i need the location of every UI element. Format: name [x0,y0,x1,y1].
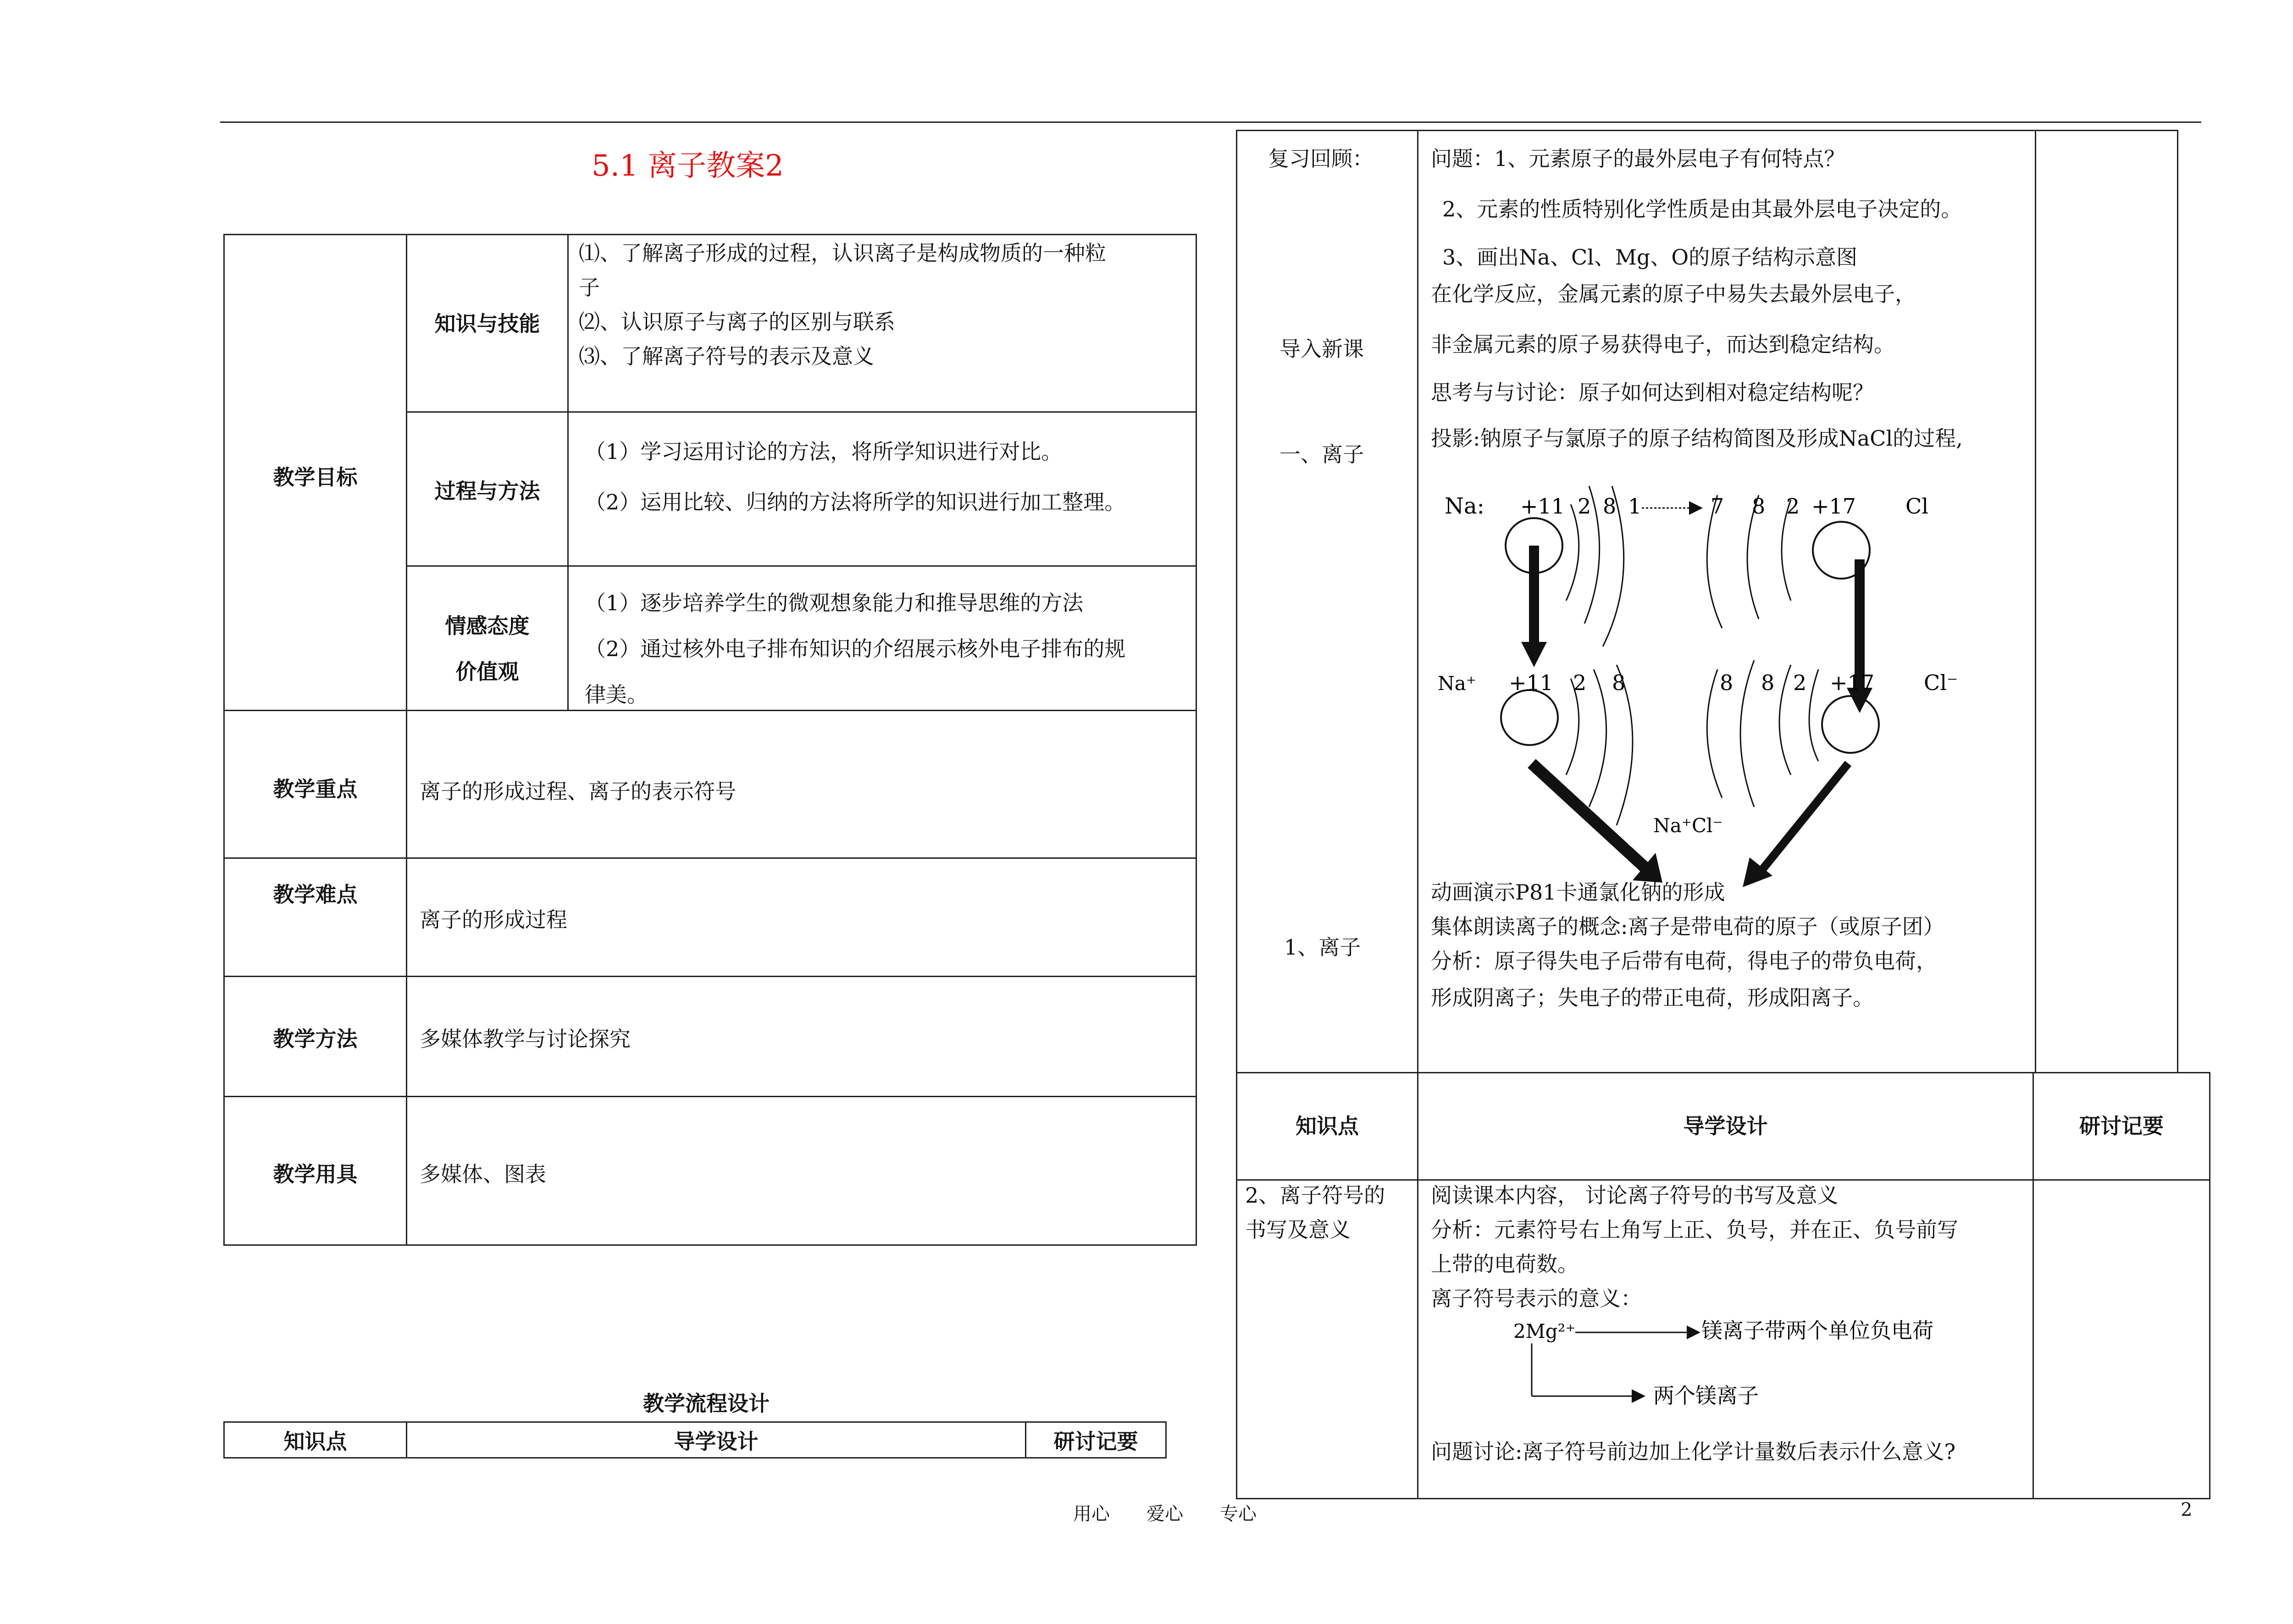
na-nucleus-charge: +11 [1520,494,1565,519]
ion-symbol: 2Mg²⁺ [1513,1320,1576,1342]
na-ion-nucleus-charge: +11 [1509,670,1554,695]
na-ion-label: Na⁺ [1438,672,1476,695]
animation-line: 动画演示P81卡通氯化钠的形成 [1431,880,1725,905]
cl-nucleus-charge: +17 [1811,494,1856,519]
flow-col-knowledge: 知识点 [283,1429,347,1454]
intro-line3: 思考与与讨论：原子如何达到相对稳定结构呢？ [1431,380,1874,405]
row2-text: 阅读课本内容， 讨论离子符号的书写及意义 分析：元素符号右上角写上正、负号，并在正、负号前写 上带的电荷数。 离子符号表示的意义： [1431,1183,1958,1311]
method-label: 教学方法 [273,1027,358,1051]
cl-ion-label: Cl⁻ [1924,670,1958,695]
cl-shell-3: 2 [1786,494,1800,519]
knowledge-label: 知识与技能 [434,311,540,336]
method-text: 多媒体教学与讨论探究 [420,1027,631,1051]
review-label: 复习回顾： [1268,146,1374,171]
difficulty-label: 教学难点 [273,882,358,907]
row2-question: 问题讨论:离子符号前边加上化学计量数后表示什么意义? [1431,1439,1956,1464]
analysis-line1: 分析：原子得失电子后带有电荷，得电子的带负电荷， [1431,949,1937,973]
product-label: Na⁺Cl⁻ [1653,814,1723,837]
na-ion-shell-2: 8 [1612,670,1626,695]
flow-col-notes: 研讨记要 [1053,1429,1138,1454]
intro-label: 导入新课 [1279,337,1364,361]
cl-ion-shell-2: 8 [1761,670,1775,695]
nacl-formation-diagram [1419,477,2034,899]
ion-meaning-count: 两个镁离子 [1653,1383,1759,1408]
cl-shell-2: 8 [1752,494,1766,519]
difficulty-text: 离子的形成过程 [420,907,567,932]
na-atom-label: Na: [1445,493,1484,519]
cl-shell-1: 7 [1711,494,1724,519]
page-title: 5.1 离子教案2 [592,149,784,183]
process-label: 过程与方法 [434,479,540,503]
intro-line1: 在化学反应，金属元素的原子中易失去最外层电子， [1431,282,1916,306]
tools-text: 多媒体、图表 [420,1162,546,1187]
ion-meaning-charge: 镁离子带两个单位负电荷 [1701,1318,1933,1343]
analysis-line2: 形成阴离子；失电子的带正电荷，形成阳离子。 [1431,985,1874,1010]
key-label: 教学重点 [273,777,358,801]
cl-ion-nucleus-charge: +17 [1830,670,1875,695]
na-shell-1: 2 [1578,494,1591,519]
na-shell-3: 1 [1628,494,1642,519]
cl-atom-label: Cl [1905,494,1928,519]
knowledge-text: ⑴、了解离子形成的过程，认识离子是构成物质的一种粒 子 ⑵、认识原子与离子的区别与联系 ⑶、了解离子符号的表示及意义 [579,241,1106,369]
flow-col-guide: 导学设计 [674,1429,759,1454]
footer-motto: 用心 爱心 专心 [1073,1503,1257,1525]
right-col-knowledge: 知识点 [1296,1114,1359,1138]
tools-label: 教学用具 [273,1162,358,1187]
goal-label: 教学目标 [273,465,358,490]
concept-line: 集体朗读离子的概念:离子是带电荷的原子（或原子团） [1431,914,1944,939]
right-col-notes: 研讨记要 [2079,1114,2164,1138]
na-ion-shell-1: 2 [1573,670,1587,695]
top-rule [220,122,2201,123]
emotion-label: 情感态度 价值观 [445,613,530,684]
cl-ion-shell-1: 8 [1720,670,1734,695]
right-col-guide: 导学设计 [1683,1114,1768,1138]
review-point3: 3、画出Na、Cl、Mg、O的原子结构示意图 [1442,245,1858,270]
cl-ion-shell-3: 2 [1793,670,1807,695]
row2-label: 2、离子符号的 书写及意义 [1245,1183,1385,1242]
na-ion-nucleus [1501,690,1558,745]
na-shell-2: 8 [1603,494,1617,519]
intro-line4: 投影:钠原子与氯原子的原子结构简图及形成NaCl的过程, [1431,426,1963,451]
process-text: （1）学习运用讨论的方法，将所学知识进行对比。 （2）运用比较、归纳的方法将所学的知识进行加工整理。 [585,439,1126,514]
page-number: 2 [2181,1499,2193,1520]
review-point2: 2、元素的性质特别化学性质是由其最外层电子决定的。 [1442,197,1962,221]
section1-label: 一、离子 [1279,442,1364,467]
intro-line2: 非金属元素的原子易获得电子，而达到稳定结构。 [1431,332,1895,357]
flow-heading: 教学流程设计 [643,1391,770,1416]
review-question: 问题：1、元素原子的最外层电子有何特点？ [1431,146,1845,171]
ion-symbol-diagram [1422,1316,2032,1426]
ion-label: 1、离子 [1284,935,1361,960]
cl-ion-nucleus [1822,696,1879,753]
emotion-text: （1）逐步培养学生的微观想象能力和推导思维的方法 （2）通过核外电子排布知识的介绍展示核外电子排布的规 律美。 [585,591,1126,707]
key-text: 离子的形成过程、离子的表示符号 [420,779,736,804]
